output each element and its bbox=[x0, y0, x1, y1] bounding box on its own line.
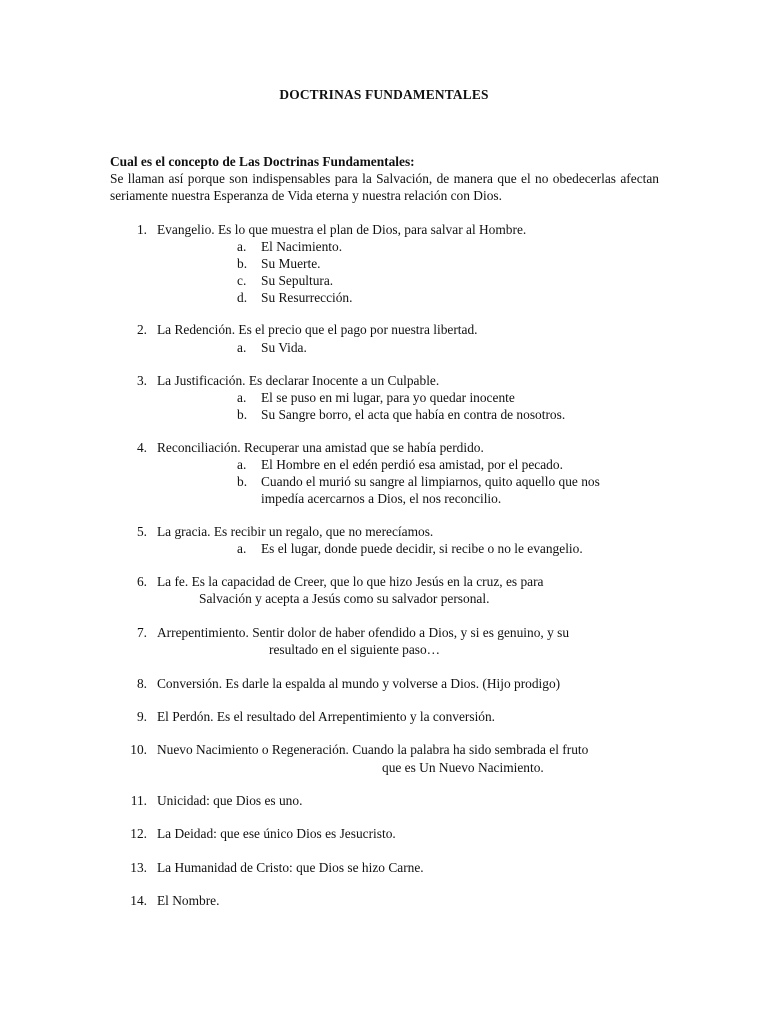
sub-item-text: El Hombre en el edén perdió esa amistad, por el pecado. bbox=[261, 457, 563, 472]
item-number: 8. bbox=[136, 676, 147, 691]
sub-item-letter: a. bbox=[237, 541, 247, 556]
sub-item-letter: b. bbox=[237, 474, 248, 489]
sub-item-text: Su Resurrección. bbox=[261, 290, 353, 305]
item-number: 4. bbox=[136, 440, 147, 455]
sub-item bbox=[110, 238, 670, 255]
item-number: 1. bbox=[136, 222, 147, 237]
item-number: 3. bbox=[136, 373, 147, 388]
sub-item-text: Cuando el murió su sangre al limpiarnos, quito aquello que nos bbox=[261, 474, 600, 489]
item-text: Reconciliación. Recuperar una amistad que se había perdido. bbox=[157, 440, 484, 455]
sub-item bbox=[110, 456, 670, 473]
sub-item bbox=[110, 255, 670, 272]
sub-item-text: Su Sangre borro, el acta que había en contra de nosotros. bbox=[261, 407, 566, 422]
item-text-continuation: Salvación y acepta a Jesús como su salvador personal. bbox=[199, 591, 490, 606]
item-number: 11. bbox=[130, 793, 147, 808]
item-text: Arrepentimiento. Sentir dolor de haber ofendido a Dios, y si es genuino, y su bbox=[157, 625, 570, 640]
item-number: 7. bbox=[136, 625, 147, 640]
item-text: La Justificación. Es declarar Inocente a un Culpable. bbox=[157, 373, 440, 388]
item-text: La fe. Es la capacidad de Creer, que lo que hizo Jesús en la cruz, es para bbox=[157, 574, 544, 589]
sub-item-text: Su Muerte. bbox=[261, 256, 321, 271]
sub-item-letter: d. bbox=[237, 290, 248, 305]
item-number: 13. bbox=[130, 860, 147, 875]
sub-item bbox=[110, 339, 670, 356]
sub-item-text: Es el lugar, donde puede decidir, si recibe o no le evangelio. bbox=[261, 541, 583, 556]
item-text: El Nombre. bbox=[157, 893, 220, 908]
item-text: Evangelio. Es lo que muestra el plan de Dios, para salvar al Hombre. bbox=[157, 222, 527, 237]
item-number: 5. bbox=[136, 524, 147, 539]
item-number: 14. bbox=[130, 893, 147, 908]
item-text-continuation: que es Un Nuevo Nacimiento. bbox=[382, 760, 544, 775]
item-text: La Humanidad de Cristo: que Dios se hizo Carne. bbox=[157, 860, 424, 875]
sub-item-continuation bbox=[110, 490, 670, 507]
sub-item-text: El se puso en mi lugar, para yo quedar inocente bbox=[261, 390, 515, 405]
intro-paragraph: Se llaman así porque son indispensables para la Salvación, de manera que el no obedecerlas afectan seriamente nuestra Esperanza de Vida eterna y nuestra relación con Dios. bbox=[110, 171, 659, 203]
item-text: El Perdón. Es el resultado del Arrepentimiento y la conversión. bbox=[157, 709, 496, 724]
item-number: 12. bbox=[130, 826, 147, 841]
section-heading: Cual es el concepto de Las Doctrinas Fundamentales: bbox=[110, 154, 415, 169]
item-text: La Deidad: que ese único Dios es Jesucristo. bbox=[157, 826, 396, 841]
item-number: 9. bbox=[136, 709, 147, 724]
sub-item bbox=[110, 540, 670, 557]
sub-item-letter: c. bbox=[237, 273, 247, 288]
sub-item-text: Su Vida. bbox=[261, 340, 307, 355]
item-number: 2. bbox=[136, 322, 147, 337]
sub-item-letter: a. bbox=[237, 457, 247, 472]
sub-item bbox=[110, 289, 670, 306]
sub-item bbox=[110, 406, 670, 423]
sub-item-letter: a. bbox=[237, 390, 247, 405]
sub-item bbox=[110, 389, 670, 406]
sub-item-text: Su Sepultura. bbox=[261, 273, 334, 288]
sub-item-letter: a. bbox=[237, 239, 247, 254]
item-text: Unicidad: que Dios es uno. bbox=[157, 793, 303, 808]
document-title: DOCTRINAS FUNDAMENTALES bbox=[279, 87, 489, 102]
sub-item-letter: a. bbox=[237, 340, 247, 355]
item-text: Nuevo Nacimiento o Regeneración. Cuando la palabra ha sido sembrada el fruto bbox=[157, 742, 589, 757]
sub-item bbox=[110, 473, 670, 490]
item-text-continuation: resultado en el siguiente paso… bbox=[269, 642, 441, 657]
item-number: 10. bbox=[130, 742, 147, 757]
sub-item-text: impedía acercarnos a Dios, el nos reconcilio. bbox=[261, 491, 502, 506]
sub-item-text: El Nacimiento. bbox=[261, 239, 343, 254]
sub-item-letter: b. bbox=[237, 256, 248, 271]
sub-item-letter: b. bbox=[237, 407, 248, 422]
item-text: La Redención. Es el precio que el pago por nuestra libertad. bbox=[157, 322, 478, 337]
item-text: Conversión. Es darle la espalda al mundo y volverse a Dios. (Hijo prodigo) bbox=[157, 676, 561, 691]
item-number: 6. bbox=[136, 574, 147, 589]
sub-item bbox=[110, 272, 670, 289]
item-text: La gracia. Es recibir un regalo, que no merecíamos. bbox=[157, 524, 434, 539]
